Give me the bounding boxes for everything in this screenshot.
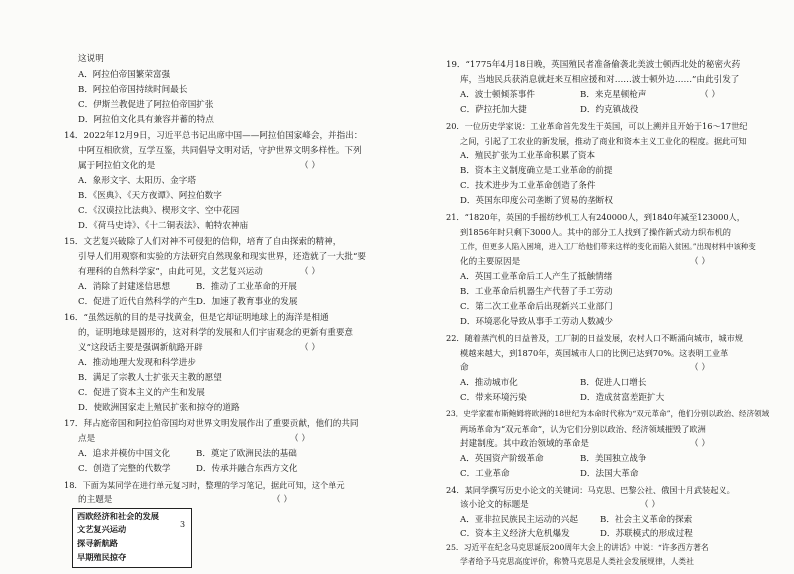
q17-option-c: C．创造了完整的代数学 [78, 464, 171, 474]
q21-option-b: B．工业革命后机器生产代替了手工劳动 [460, 287, 613, 297]
q21-stem-line4: 化的主要原因是 [460, 257, 521, 267]
page-number: 3 [180, 520, 186, 529]
q20-option-d: D．英国东印度公司垄断了贸易的垄断权 [460, 196, 613, 206]
q23-stem-line1: 23．史学家霍布斯鲍姆将欧洲的18世纪为本命时代称为“双元革命”，他们分别以政治、经济领域 [446, 409, 770, 418]
q14-answer-paren: （ ） [300, 161, 320, 171]
q13-option-c: C．伊斯兰教促进了阿拉伯帝国扩张 [78, 100, 214, 110]
q14-option-d: D．《荷马史诗》、《十二铜表法》、帕特农神庙 [78, 221, 249, 231]
q20-option-c: C．技术进步为工业革命创造了条件 [460, 181, 596, 191]
q23-answer-paren: （ ） [690, 439, 710, 449]
q23-option-b: B．美国独立战争 [580, 454, 647, 464]
q22-stem-line2: 模越来越大，到1870年，英国城市人口的比例已达到70%。这表明工业革 [460, 348, 729, 358]
q16-option-c: C．促进了资本主义的产生和发展 [78, 388, 205, 398]
q20-option-a: A．殖民扩张为工业革命积累了资本 [460, 151, 596, 161]
q23-option-c: C．工业革命 [460, 469, 510, 479]
q24-option-d: D．苏联模式的形成过程 [600, 529, 693, 539]
q13-option-b: B．阿拉伯帝国持续时间最长 [78, 85, 188, 95]
q21-stem-line2: 到1856年时只剩下3000人。其中的部分工人找到了操作新式动力织布机的 [460, 227, 731, 237]
q13-option-d: D．阿拉伯文化具有兼容并蓄的特点 [78, 115, 214, 125]
q14-option-b: B．《医典》、《天方夜谭》、阿拉伯数字 [78, 191, 222, 201]
note-item: 文艺复兴运动 [77, 524, 127, 534]
q20-stem-line2: 之间，引起了工农业的新发展，推动了商业和资本主义工业化的程度。据此可知 [460, 136, 747, 146]
q24-stem-line1: 24．某同学撰写历史小论文的关键词：马克思、巴黎公社、俄国十月武装起义。 [446, 485, 735, 495]
q24-stem-line2: 该小论文的标题是 [460, 500, 529, 510]
q23-stem-line2: 两场革命为“双元革命”，认为它们分别以政治、经济领域摧毁了欧洲 [460, 424, 706, 434]
q22-option-c: C．带来环境污染 [460, 393, 527, 403]
q15-option-b: B．推动了工业革命的开展 [196, 282, 297, 292]
q24-option-b: B．社会主义革命的探索 [600, 515, 693, 525]
q16-stem-line1: 16．“虽然远航的目的是寻找黄金，但是它却证明地球上的海洋是相通 [64, 313, 329, 323]
q19-option-a: A．波士顿倾茶事件 [460, 90, 535, 100]
q15-option-d: D．加速了教育事业的发展 [196, 297, 298, 307]
q16-option-d: D．使欧洲国家走上殖民扩张和掠夺的道路 [78, 403, 240, 413]
q21-option-d: D．环境恶化导致从事手工劳动人数减少 [460, 317, 613, 327]
q21-stem-line3: 工作，但更多人陷入困境，进入工厂给他们带来这样的变化而陷入贫困。”出现材料中该种变 [460, 242, 756, 251]
q16-stem-line2: 的，证明地球是圆形的，这对科学的发展和人们宇宙观念的更新有重要意 [78, 328, 354, 338]
q23-option-a: A．英国资产阶级革命 [460, 454, 544, 464]
q22-answer-paren: （ ） [690, 363, 710, 373]
note-item: 探寻新航路 [77, 538, 118, 548]
q15-option-a: A．消除了封建迷信思想 [78, 282, 171, 292]
q18-answer-paren: （ ） [272, 495, 292, 505]
q21-answer-paren: （ ） [690, 257, 710, 267]
q19-stem-line2: 库，当地民兵获消息就赶来互相应援和对……波士顿外边……”由此引发了 [460, 75, 740, 85]
q13-stem-tail: 这说明 [78, 54, 104, 64]
q16-option-a: A．推动地理大发现和科学进步 [78, 358, 196, 368]
q17-option-d: D．传承并融合东西方文化 [196, 464, 298, 474]
q15-option-c: C．促进了近代自然科学的产生 [78, 297, 197, 307]
q17-option-a: A．追求并模仿中国文化 [78, 449, 171, 459]
q15-stem-line1: 15．文艺复兴破除了人们对神不可侵犯的信仰，培育了自由探索的精神， [64, 237, 342, 247]
q19-option-d: D．约克镇战役 [580, 105, 639, 115]
q14-stem-line3: 属于阿拉伯文化的是 [78, 161, 156, 171]
q24-answer-paren: （ ） [640, 500, 660, 510]
q16-option-b: B．满足了宗教人士扩张天主教的愿望 [78, 373, 222, 383]
q15-stem-line2: 引导人们用观察和实验的方法研究自然现象和现实世界，还造就了一大批“要 [78, 252, 366, 262]
q25-stem-line2: 学者给予马克思高度评价，称赞马克思是人类社会发展规律，人类社 [460, 557, 694, 566]
q21-option-a: A．英国工业革命后工人产生了抵触情绪 [460, 272, 613, 282]
q22-option-a: A．推动城市化 [460, 378, 518, 388]
q22-option-d: D．造成贫富差距扩大 [580, 393, 665, 403]
q14-option-c: C．《汉谟拉比法典》、楔形文字、空中花园 [78, 206, 240, 216]
q18-stem-line2: 的主题是 [78, 495, 113, 505]
q19-option-b: B．来克星顿枪声 [580, 90, 647, 100]
q20-option-b: B．资本主义制度确立是工业革命的前提 [460, 166, 613, 176]
q16-stem-line3: 义”这段话主要是强调新航路开辟 [78, 343, 203, 353]
q23-option-d: D．法国大革命 [580, 469, 639, 479]
q22-stem-line1: 22．随着蒸汽机的日益普及，工厂制的日益发展，农村人口不断涌向城市，城市规 [446, 333, 743, 343]
q16-answer-paren: （ ） [300, 343, 320, 353]
note-item: 早期殖民掠夺 [77, 552, 127, 562]
q21-stem-line1: 21．“1820年，英国的手摇纺纱机工人有240000人，到1840年减至123000人， [446, 212, 745, 222]
q17-stem-line1: 17．拜占庭帝国和阿拉伯帝国均对世界文明发展作出了重要贡献，他们的共同 [64, 419, 359, 429]
note-item: 西欧经济和社会的发展 [77, 511, 159, 521]
q22-stem-line3: 命 [460, 363, 469, 373]
q22-option-b: B．促进人口增长 [580, 378, 647, 388]
q13-option-a: A．阿拉伯帝国繁荣富强 [78, 70, 171, 80]
q25-stem-line1: 25．习近平在纪念马克思诞辰200周年大会上的讲话》中说：“许多西方著名 [446, 543, 709, 552]
q19-answer-paren: （ ） [700, 90, 720, 100]
q17-option-b: B．奠定了欧洲民法的基础 [196, 449, 297, 459]
q15-stem-line3: 有理科的自然科学家”，由此可见，文艺复兴运动 [78, 267, 263, 277]
q19-stem-line1: 19．“1775年4月18日晚，英国殖民者准备偷袭北美波士顿西北处的秘密火药 [446, 60, 741, 70]
study-notes-box [72, 508, 192, 568]
q24-option-c: C．资本主义经济大危机爆发 [460, 529, 570, 539]
q14-stem-line1: 14．2022年12月9日，习近平总书记出席中国——阿拉伯国家峰会，并指出： [64, 131, 363, 141]
q17-stem-line2: 点是 [78, 434, 96, 444]
q19-option-c: C．萨拉托加大捷 [460, 105, 527, 115]
q14-option-a: A．象形文字、太阳历、金字塔 [78, 176, 196, 186]
q20-stem-line1: 20．一位历史学家说：工业革命首先发生于英国，可以上溯并且开始于16～17世纪 [446, 121, 748, 131]
q17-answer-paren: （ ） [290, 434, 310, 444]
q23-stem-line3: 封建制度。其中政治领域的革命是 [460, 439, 589, 449]
q21-option-c: C．第二次工业革命后出现新兴工业部门 [460, 302, 613, 312]
q24-option-a: A．亚非拉民族民主运动的兴起 [460, 515, 578, 525]
q15-answer-paren: （ ） [300, 267, 320, 277]
q14-stem-line2: 中阿互相欣赏，互学互鉴，共同倡导文明对话，守护世界文明多样性。下列 [78, 146, 362, 156]
q18-stem-line1: 18．下面为某同学在进行单元复习时，整理的学习笔记，据此可知，这个单元 [64, 480, 345, 490]
